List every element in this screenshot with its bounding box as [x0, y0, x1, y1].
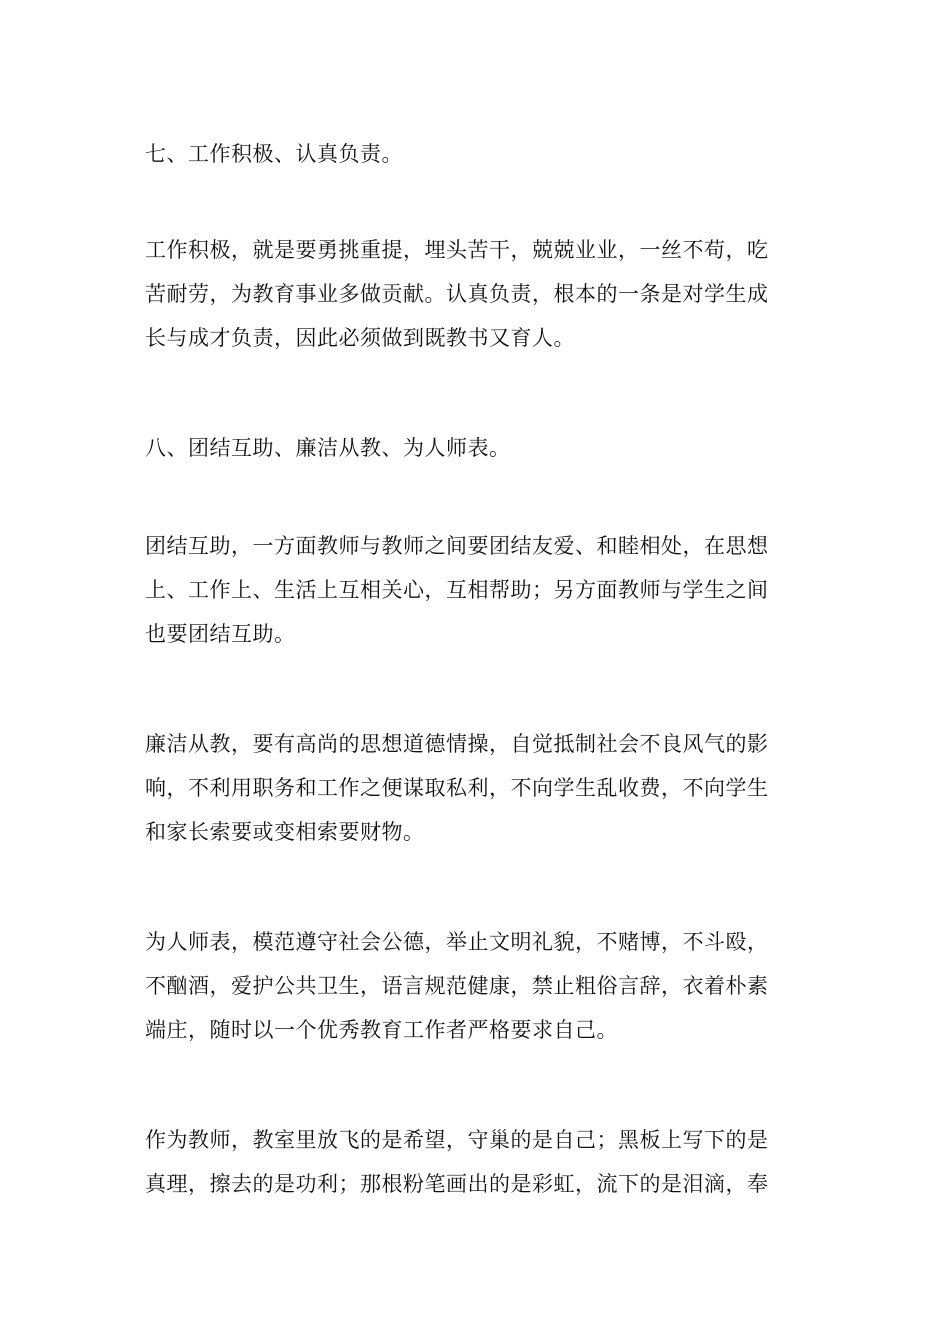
text-line: 长与成才负责，因此必须做到既教书又育人。 — [145, 326, 575, 350]
paragraph-integrity — [145, 722, 809, 854]
text-line: 作为教师，教室里放飞的是希望，守巢的是自己；黑板上写下的是 — [145, 1128, 769, 1152]
text-line: 苦耐劳，为教育事业多做贡献。认真负责，根本的一条是对学生成 — [145, 282, 769, 306]
text-line: 团结互助，一方面教师与教师之间要团结友爱、和睦相处，在思想 — [145, 534, 769, 558]
text-line: 也要团结互助。 — [145, 622, 296, 646]
text-line: 廉洁从教，要有高尚的思想道德情操，自觉抵制社会不良风气的影 — [145, 732, 769, 756]
text-line: 七、工作积极、认真负责。 — [145, 142, 403, 166]
heading-section-7 — [145, 132, 809, 176]
paragraph-work-positive — [145, 228, 809, 360]
text-line: 八、团结互助、廉洁从教、为人师表。 — [145, 436, 511, 460]
text-line: 不酗酒，爱护公共卫生，语言规范健康，禁止粗俗言辞，衣着朴素 — [145, 974, 769, 998]
text-line: 上、工作上、生活上互相关心，互相帮助；另方面教师与学生之间 — [145, 578, 769, 602]
text-line: 真理，擦去的是功利；那根粉笔画出的是彩虹，流下的是泪滴，奉 — [145, 1172, 769, 1196]
text-line: 响，不利用职务和工作之便谋取私利，不向学生乱收费，不向学生 — [145, 776, 769, 800]
paragraph-unity — [145, 524, 809, 656]
paragraph-role-model — [145, 920, 809, 1052]
heading-section-8 — [145, 426, 809, 470]
text-line: 端庄，随时以一个优秀教育工作者严格要求自己。 — [145, 1018, 618, 1042]
text-line: 为人师表，模范遵守社会公德，举止文明礼貌，不赌博，不斗殴， — [145, 930, 769, 954]
text-line: 和家长索要或变相索要财物。 — [145, 820, 425, 844]
paragraph-as-teacher — [145, 1118, 809, 1206]
text-line: 工作积极，就是要勇挑重提，埋头苦干，兢兢业业，一丝不苟，吃 — [145, 238, 769, 262]
